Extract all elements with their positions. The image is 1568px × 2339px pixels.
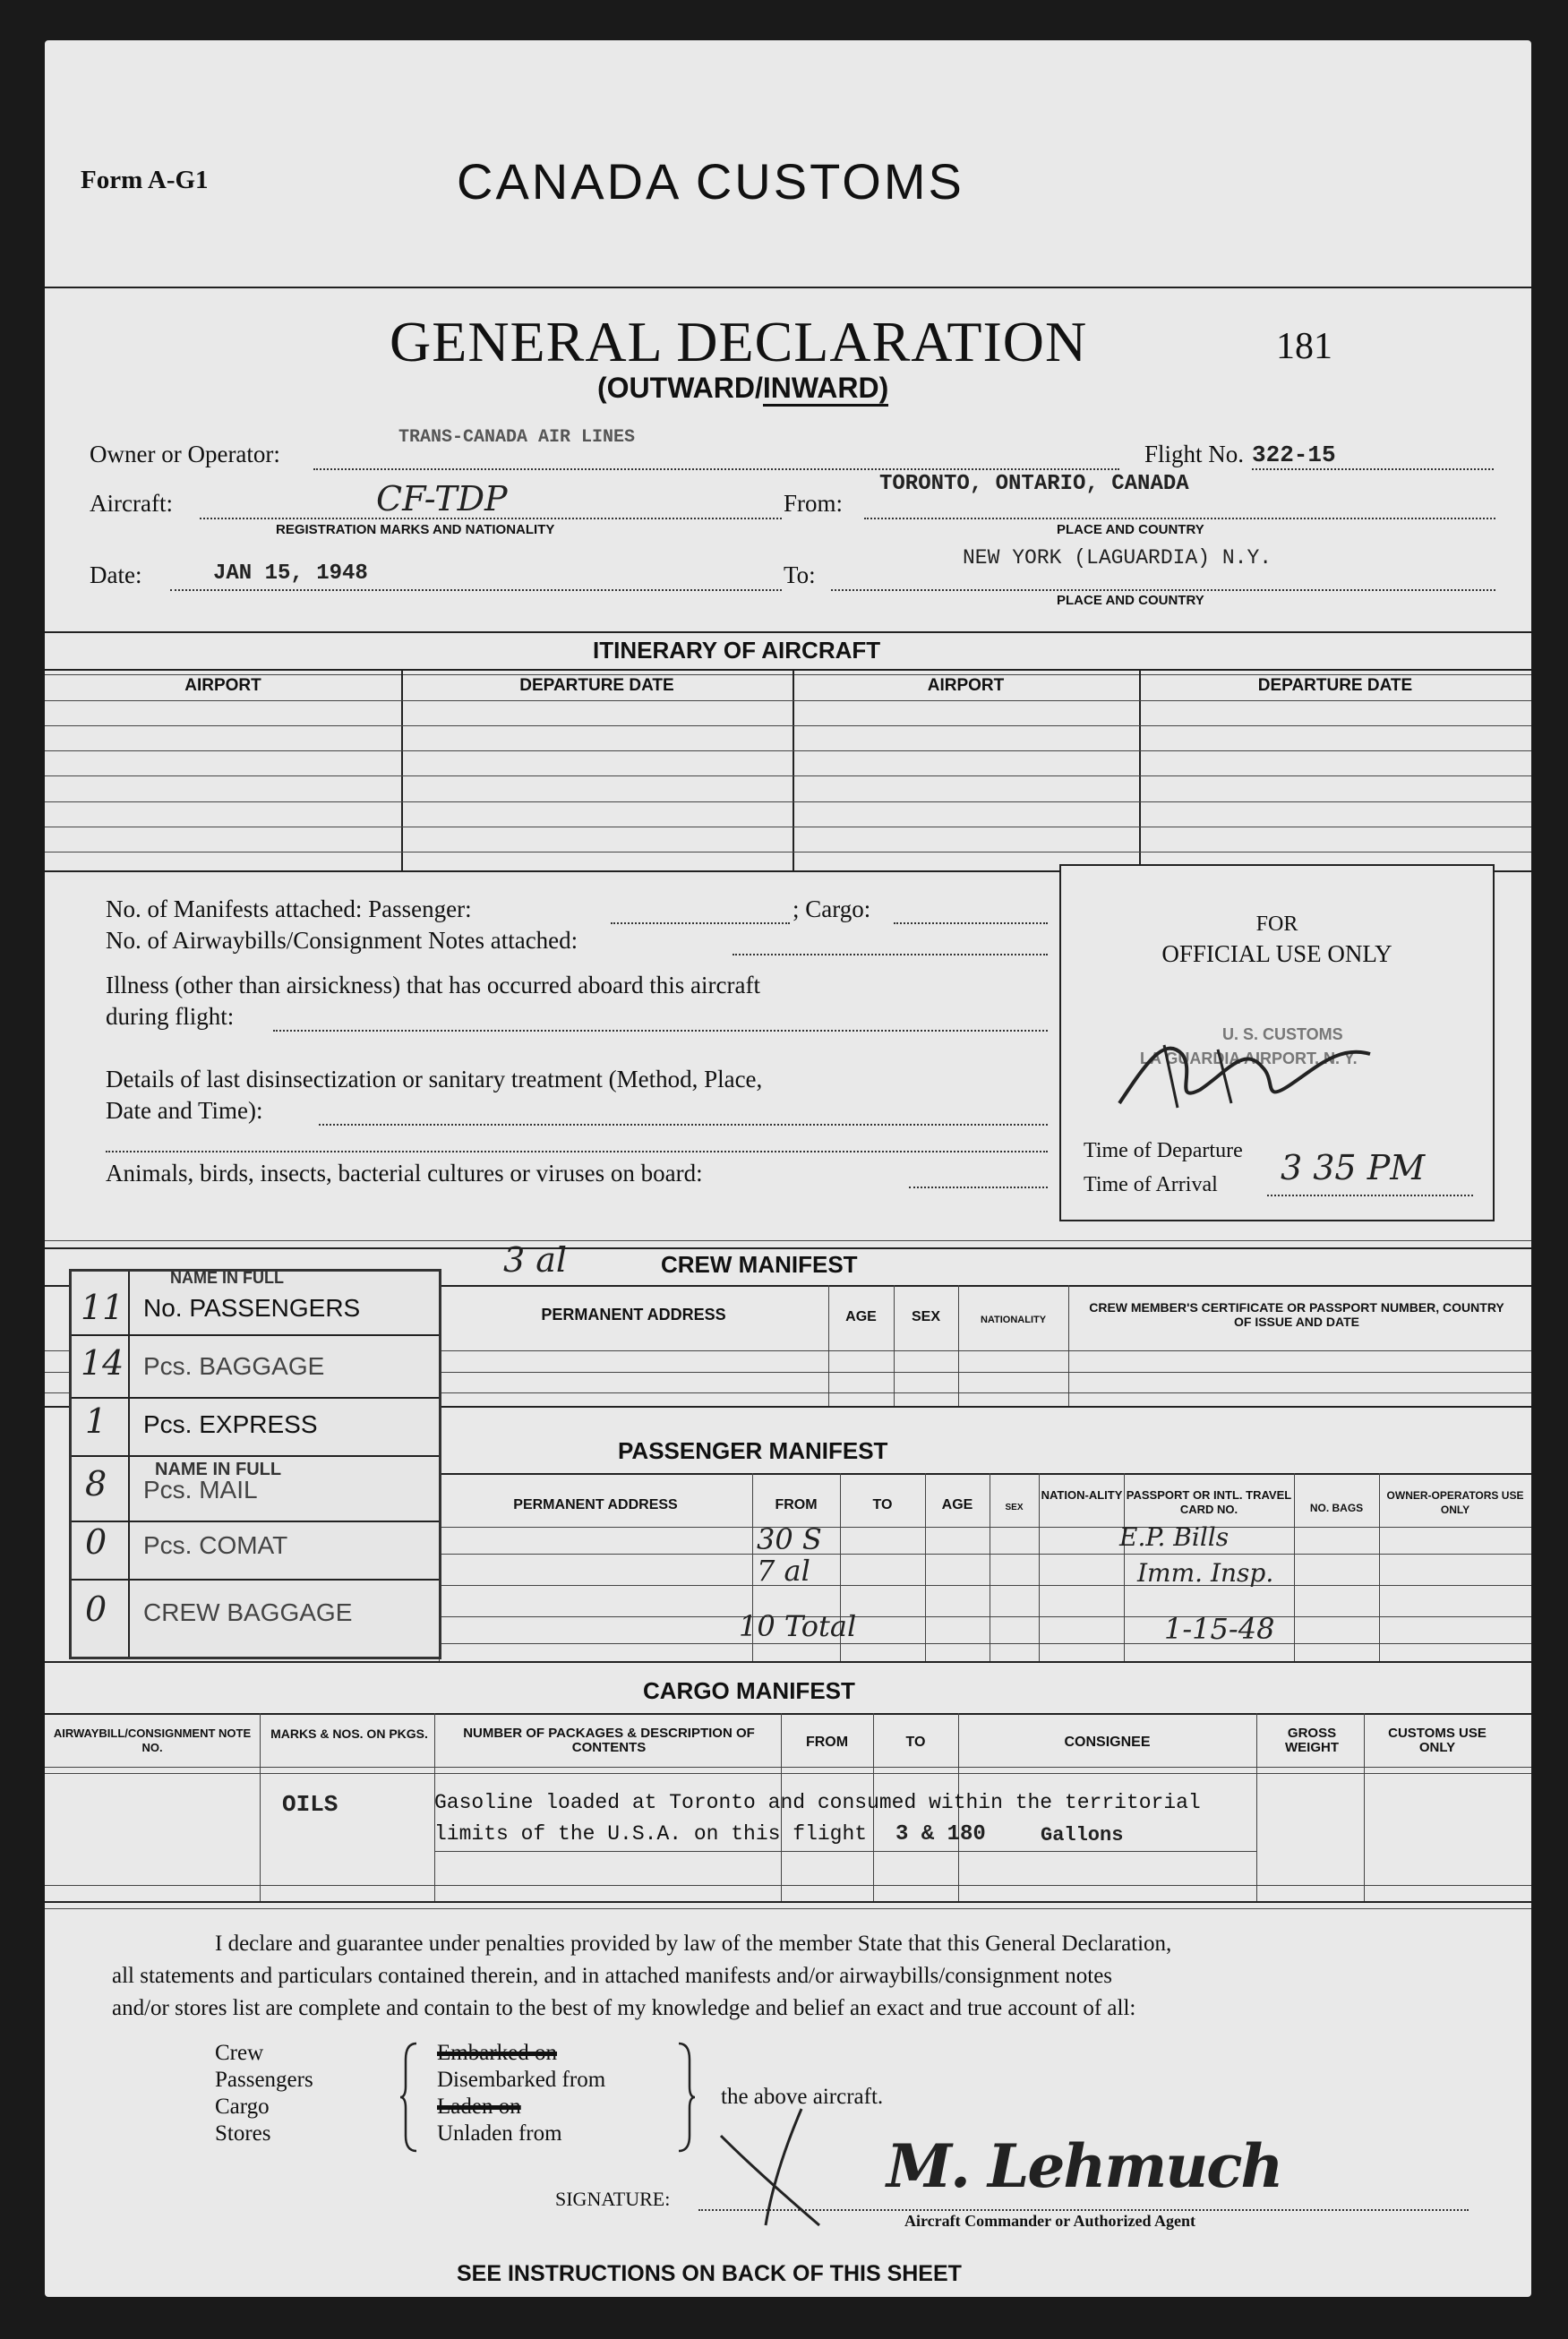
action-laden: Laden on	[437, 2095, 521, 2119]
col-divider	[958, 1285, 959, 1406]
official-use-label: OFFICIAL USE ONLY	[1161, 940, 1392, 967]
illness-label: Illness (other than airsickness) that has occurred aboard this aircraft	[106, 972, 760, 998]
to-label: To:	[784, 561, 816, 588]
from-value: TORONTO, ONTARIO, CANADA	[879, 472, 1189, 496]
customs-stamp-line2: LA GUARDIA AIRPORT, N. Y.	[1140, 1050, 1358, 1067]
flight-line	[1252, 468, 1494, 470]
divider	[45, 287, 1531, 288]
col-divider	[260, 1713, 261, 1901]
col-divider	[401, 669, 403, 870]
animals-label: Animals, birds, insects, bacterial cultures or viruses on board:	[106, 1160, 703, 1187]
subject-stores: Stores	[215, 2121, 271, 2146]
count-value-comat: 0	[85, 1522, 107, 1562]
pax-col-bags: NO. BAGS	[1309, 1502, 1364, 1514]
to-line	[831, 589, 1495, 591]
flight-label: Flight No.	[1144, 441, 1245, 467]
pax-from-value-2: 7 al	[757, 1554, 810, 1588]
count-label-crew-baggage: CREW BAGGAGE	[143, 1598, 353, 1626]
page-title: GENERAL DECLARATION	[390, 310, 1088, 373]
cargo-col-weight: GROSS WEIGHT	[1285, 1726, 1339, 1755]
from-label: From:	[784, 490, 844, 517]
date-value: JAN 15, 1948	[213, 561, 368, 586]
pax-passport-value-1: E.P. Bills	[1119, 1522, 1230, 1552]
signer-role: Aircraft Commander or Authorized Agent	[904, 2212, 1195, 2230]
owner-label: Owner or Operator:	[90, 441, 280, 467]
crew-col-certificate: CREW MEMBER'S CERTIFICATE OR PASSPORT NUMBER, COUNTRY OF ISSUE AND DATE	[1089, 1300, 1504, 1329]
count-value-passengers: 11	[81, 1288, 124, 1327]
cargo-desc-line2: limits of the U.S.A. on this flight	[434, 1822, 868, 1846]
stamp-divider	[128, 1272, 130, 1657]
illness-label-2: during flight:	[106, 1003, 235, 1030]
count-value-crew-baggage: 0	[85, 1589, 107, 1629]
row-line	[45, 801, 1531, 802]
animals-line	[909, 1187, 1048, 1188]
col-divider	[1256, 1713, 1257, 1901]
declaration-line1: I declare and guarantee under penalties provided by law of the member State that this General Declaration,	[215, 1932, 1172, 1956]
divider	[45, 1908, 1531, 1909]
cargo-desc-line1: Gasoline loaded at Toronto and consumed within the territorial	[434, 1791, 1201, 1814]
aircraft-value: CF-TDP	[376, 479, 508, 518]
divider	[45, 674, 1531, 675]
disinsect-label: Details of last disinsectization or sanitary treatment (Method, Place,	[106, 1066, 763, 1092]
official-use-box	[1059, 864, 1495, 1221]
passenger-title: PASSENGER MANIFEST	[618, 1437, 888, 1464]
itinerary-col-date-2: DEPARTURE DATE	[1257, 676, 1413, 695]
date-label: Date:	[90, 561, 142, 588]
manifests-line	[611, 922, 790, 924]
aircraft-label: Aircraft:	[90, 490, 173, 517]
col-divider	[1379, 1473, 1380, 1661]
disinsect-line	[319, 1124, 1048, 1126]
row-line	[434, 1851, 1256, 1852]
col-divider	[828, 1285, 829, 1406]
form-id: Form A-G1	[81, 166, 209, 194]
crew-col-sex: SEX	[911, 1309, 940, 1324]
action-embarked: Embarked on	[437, 2041, 557, 2065]
stamp-row	[72, 1455, 439, 1457]
flight-value: 322-15	[1252, 441, 1336, 468]
declaration-subjects	[215, 2040, 313, 2147]
row-line	[439, 1554, 1531, 1555]
row-line	[45, 1773, 1531, 1774]
action-unladen: Unladen from	[437, 2121, 562, 2146]
cargo-col-customs: CUSTOMS USE ONLY	[1388, 1726, 1487, 1755]
row-line	[439, 1585, 1531, 1586]
pax-from-value-1: 30 S	[757, 1522, 822, 1556]
crew-note: 3 al	[503, 1240, 568, 1280]
arrival-line	[1267, 1195, 1473, 1196]
pax-col-owner: OWNER-OPERATORS USE ONLY	[1386, 1489, 1524, 1516]
cargo-col-airwaybill: AIRWAYBILL/CONSIGNMENT NOTE NO.	[53, 1726, 252, 1754]
subject-passengers: Passengers	[215, 2068, 313, 2092]
owner-value: TRANS-CANADA AIR LINES	[398, 427, 636, 448]
row-line	[45, 1885, 1531, 1886]
aircraft-caption: REGISTRATION MARKS AND NATIONALITY	[276, 522, 555, 537]
official-for: FOR	[1255, 912, 1298, 936]
count-label-comat: Pcs. COMAT	[143, 1531, 288, 1559]
customs-stamp-line1: U. S. CUSTOMS	[1222, 1025, 1343, 1043]
divider	[45, 1247, 1531, 1249]
arrival-label: Time of Arrival	[1084, 1173, 1218, 1196]
pax-col-nationality: NATION-ALITY	[1041, 1488, 1123, 1502]
declaration-actions	[437, 2040, 605, 2147]
pax-col-passport: PASSPORT OR INTL. TRAVEL CARD NO.	[1126, 1488, 1292, 1516]
pax-passport-value-3: 1-15-48	[1164, 1612, 1275, 1646]
itinerary-title: ITINERARY OF AIRCRAFT	[593, 637, 881, 664]
cargo-col-marks: MARKS & NOS. ON PKGS.	[270, 1726, 428, 1741]
agency-title: CANADA CUSTOMS	[457, 153, 964, 210]
cargo-title: CARGO MANIFEST	[643, 1677, 855, 1704]
from-line	[864, 518, 1495, 519]
divider	[45, 1901, 1531, 1903]
col-divider	[1124, 1473, 1125, 1661]
count-value-baggage: 14	[81, 1343, 124, 1383]
itinerary-col-airport-2: AIRPORT	[927, 676, 1005, 695]
cargo-col-consignee: CONSIGNEE	[1064, 1735, 1151, 1750]
left-brace-icon	[398, 2042, 425, 2154]
divider	[45, 1713, 1531, 1715]
owner-line	[313, 468, 1119, 470]
disinsect-label-2: Date and Time):	[106, 1097, 263, 1124]
row-line	[439, 1527, 1531, 1528]
col-divider	[1039, 1473, 1040, 1661]
count-label-mail: Pcs. MAIL	[143, 1476, 258, 1504]
subtitle-outward: (OUTWARD/	[597, 372, 763, 404]
count-label-express: Pcs. EXPRESS	[143, 1410, 318, 1438]
cargo-qty: 3 & 180	[895, 1822, 986, 1846]
row-line	[45, 700, 1531, 701]
crew-col-address: PERMANENT ADDRESS	[541, 1306, 726, 1324]
cargo-label: ; Cargo:	[793, 895, 871, 922]
crew-col-nationality: NATIONALITY	[980, 1315, 1047, 1325]
row-line	[439, 1616, 1531, 1617]
subject-cargo: Cargo	[215, 2095, 270, 2119]
count-stamp	[69, 1269, 441, 1659]
row-line	[45, 1767, 1531, 1768]
declaration-aircraft: the above aircraft.	[721, 2085, 884, 2109]
divider	[45, 669, 1531, 671]
doc-number: 181	[1276, 326, 1332, 367]
divider	[45, 631, 1531, 633]
to-value: NEW YORK (LAGUARDIA) N.Y.	[963, 546, 1272, 570]
stamp-row	[72, 1334, 439, 1336]
subtitle	[597, 372, 888, 405]
cargo-col-from: FROM	[805, 1735, 849, 1750]
col-divider	[793, 669, 794, 870]
cargo-unit: Gallons	[1041, 1824, 1124, 1846]
divider	[45, 1661, 1531, 1663]
pax-col-address: PERMANENT ADDRESS	[513, 1497, 678, 1512]
right-brace-icon	[672, 2042, 698, 2154]
declaration-form	[45, 40, 1531, 2297]
pax-from-value-3: 10 Total	[739, 1609, 857, 1643]
itinerary-col-airport: AIRPORT	[184, 676, 261, 695]
signature-x-mark-icon	[712, 2100, 828, 2234]
signature-label: SIGNATURE:	[555, 2188, 671, 2210]
cargo-col-to: TO	[905, 1735, 926, 1750]
airwaybills-line	[733, 954, 1048, 955]
row-line	[439, 1643, 1531, 1644]
count-value-mail: 8	[85, 1464, 107, 1504]
col-divider	[1364, 1713, 1365, 1901]
row-line	[45, 750, 1531, 751]
from-caption: PLACE AND COUNTRY	[1057, 522, 1204, 537]
itinerary-col-date: DEPARTURE DATE	[519, 676, 674, 695]
stamp-row	[72, 1579, 439, 1581]
declaration-line3: and/or stores list are complete and contain to the best of my knowledge and belief an exact and true account of all:	[112, 1996, 1136, 2020]
pax-col-name: NAME IN FULL	[155, 1460, 282, 1479]
footer-instructions: SEE INSTRUCTIONS ON BACK OF THIS SHEET	[457, 2261, 962, 2286]
subject-crew: Crew	[215, 2041, 264, 2065]
row-line	[45, 775, 1531, 776]
crew-col-name: NAME IN FULL	[170, 1269, 284, 1287]
disinsect-line-2	[106, 1151, 1048, 1152]
cargo-line	[894, 922, 1048, 924]
to-caption: PLACE AND COUNTRY	[1057, 593, 1204, 608]
arrival-value: 3 35 PM	[1281, 1148, 1426, 1187]
divider	[45, 1240, 1531, 1241]
departure-label: Time of Departure	[1084, 1139, 1243, 1162]
airwaybills-label: No. of Airwaybills/Consignment Notes attached:	[106, 927, 578, 954]
illness-line	[273, 1030, 1048, 1032]
cargo-marks-value: OILS	[282, 1791, 338, 1818]
pax-col-sex: SEX	[1005, 1503, 1024, 1512]
pax-col-age: AGE	[941, 1497, 973, 1512]
count-value-express: 1	[85, 1401, 107, 1441]
pax-passport-value-2: Imm. Insp.	[1137, 1558, 1274, 1588]
cargo-col-desc: NUMBER OF PACKAGES & DESCRIPTION OF CONTENTS	[463, 1726, 755, 1755]
stamp-row	[72, 1397, 439, 1399]
crew-col-age: AGE	[845, 1309, 877, 1324]
stamp-row	[72, 1521, 439, 1522]
inspector-signature-icon	[1110, 1018, 1397, 1126]
col-divider	[1068, 1285, 1069, 1406]
col-divider	[894, 1285, 895, 1406]
manifests-label: No. of Manifests attached: Passenger:	[106, 895, 472, 922]
pax-col-to: TO	[872, 1497, 893, 1512]
signature-value: M. Lehmuch	[887, 2131, 1282, 2201]
divider	[439, 1473, 1531, 1475]
row-line	[45, 725, 1531, 726]
crew-title: CREW MANIFEST	[661, 1251, 858, 1278]
date-line	[170, 589, 782, 591]
declaration-line2: all statements and particulars contained therein, and in attached manifests and/or airwaybills/consignment notes	[112, 1964, 1113, 1988]
count-label-baggage: Pcs. BAGGAGE	[143, 1352, 325, 1380]
count-label-passengers: No. PASSENGERS	[143, 1294, 361, 1322]
subtitle-inward: INWARD)	[763, 372, 888, 407]
action-disembarked: Disembarked from	[437, 2068, 606, 2092]
col-divider	[1139, 669, 1141, 870]
pax-col-from: FROM	[775, 1497, 818, 1512]
